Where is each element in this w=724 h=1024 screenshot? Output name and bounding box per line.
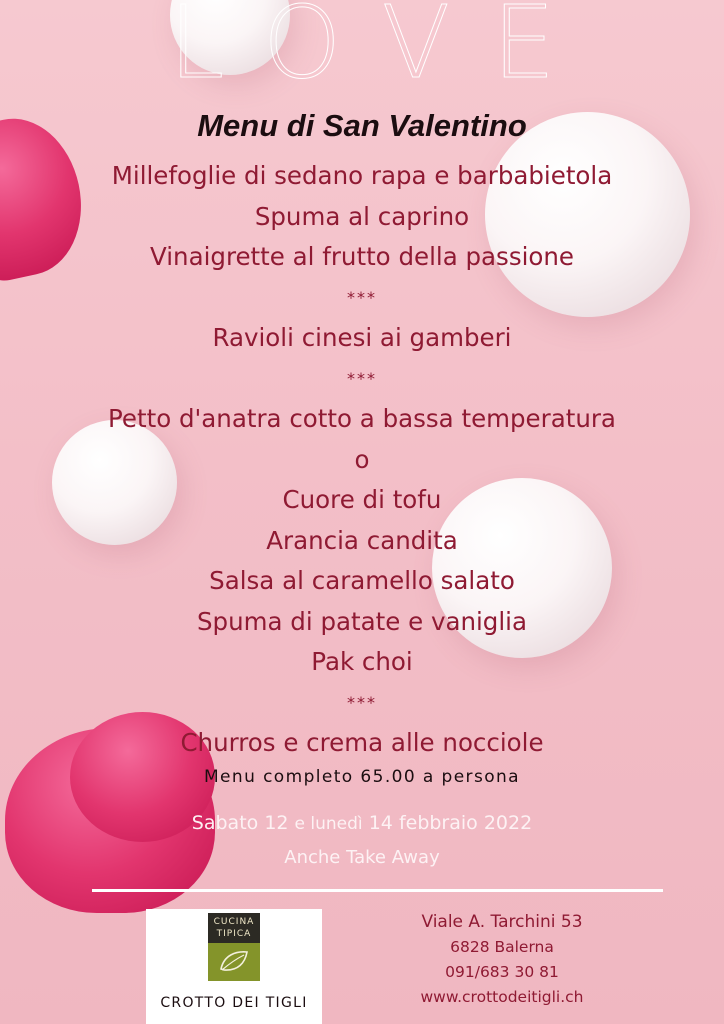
takeaway-line: Anche Take Away: [284, 847, 440, 868]
website-link[interactable]: www.crottodeitigli.ch: [420, 988, 584, 1006]
course-separator: ***: [347, 287, 377, 307]
dates-joiner: e lunedì: [294, 814, 363, 834]
address-phone: 091/683 30 81: [445, 963, 559, 981]
menu-item: Ravioli cinesi ai gamberi: [212, 323, 512, 352]
restaurant-logo: [146, 909, 322, 1024]
logo-tag: [208, 913, 260, 943]
leaf-icon: [218, 947, 250, 975]
address-street: Viale A. Tarchini 53: [421, 912, 583, 932]
address-city: 6828 Balerna: [450, 938, 554, 956]
course-separator: ***: [347, 692, 377, 712]
menu-item: Petto d'anatra cotto a bassa temperatura: [108, 404, 616, 433]
menu-item: Pak choi: [311, 647, 413, 676]
address-block: [392, 910, 612, 1010]
menu-item: Vinaigrette al frutto della passione: [150, 242, 574, 271]
page-title: LOVE: [168, 0, 598, 101]
restaurant-name: CROTTO DEI TIGLI: [160, 995, 308, 1011]
menu-item: Millefoglie di sedano rapa e barbabietola: [111, 161, 613, 190]
logo-mark: [208, 913, 260, 981]
dates-month-year: febbraio 2022: [398, 812, 533, 834]
divider: [92, 889, 663, 892]
menu-item: Spuma di patate e vaniglia: [197, 606, 527, 636]
menu-subtitle: Menu di San Valentino: [197, 108, 527, 143]
dates-day1-number: 12: [264, 812, 289, 834]
dates-day2-number: 14: [368, 812, 393, 834]
price-line: Menu completo 65.00 a persona: [203, 767, 520, 787]
menu-item: Arancia candita: [266, 525, 458, 555]
logo-tag-line: TIPICA: [216, 929, 252, 939]
menu-item: o: [354, 444, 370, 474]
menu-list: [0, 156, 724, 764]
menu-item: Spuma al caprino: [254, 201, 470, 231]
dates-day1: Sabato: [191, 812, 259, 834]
dates-line: [0, 808, 724, 839]
menu-item: Churros e crema alle nocciole: [180, 728, 544, 757]
course-separator: ***: [347, 368, 377, 388]
logo-tag-line: CUCINA: [213, 917, 255, 927]
menu-item: Cuore di tofu: [282, 485, 442, 514]
menu-item: Salsa al caramello salato: [209, 566, 515, 595]
